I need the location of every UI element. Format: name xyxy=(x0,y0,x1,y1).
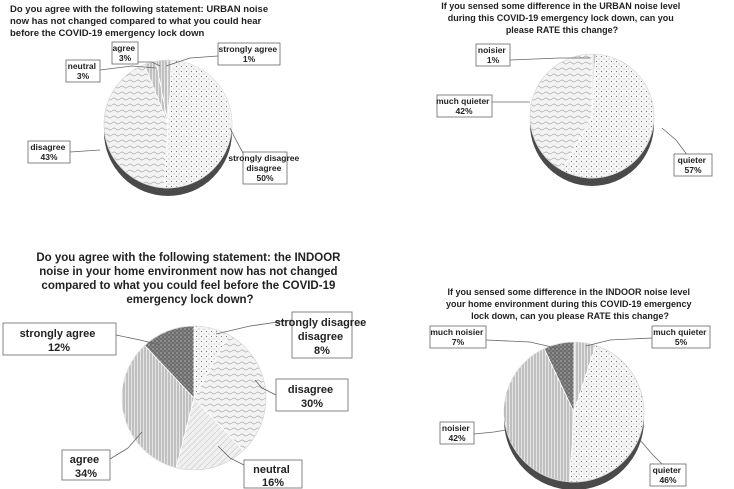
chart-title-line: before the COVID-19 emergency lock down xyxy=(10,28,205,39)
svg-text:agree 3%: agree 3% xyxy=(112,43,136,63)
svg-text:quieter 46%: quieter 46% xyxy=(652,465,681,485)
slice-label-agree xyxy=(62,432,142,480)
slice-label-much-quieter xyxy=(586,326,710,348)
svg-text:noisier 42%: noisier 42% xyxy=(441,423,470,443)
slice-label-disagree xyxy=(255,379,348,411)
slice-label-strongly-agree xyxy=(3,323,160,355)
svg-text:agree 34%: agree 34% xyxy=(69,454,100,480)
pie-chart-urban-agreement xyxy=(10,4,302,196)
svg-text:much quieter 42%: much quieter 42% xyxy=(436,96,490,116)
slice-label-strongly-disagree xyxy=(228,128,301,184)
pie-chart-indoor-agreement xyxy=(3,252,369,489)
chart-title-line: now has not changed compared to what you could hear xyxy=(10,16,262,27)
svg-text:disagree 30%: disagree 30% xyxy=(287,384,334,410)
pie-chart-urban-change-rating xyxy=(436,1,712,186)
chart-title-line: If you sensed some difference in the INDOOR noise level xyxy=(447,287,691,297)
chart-title-line: please RATE this change? xyxy=(505,25,619,35)
chart-title xyxy=(10,4,271,39)
chart-title-line: lock down, can you please RATE this change? xyxy=(471,311,669,321)
slice-label-noisier xyxy=(440,422,506,444)
slice-label-agree xyxy=(112,42,160,66)
svg-text:disagree 43%: disagree 43% xyxy=(30,142,66,162)
chart-title xyxy=(36,252,343,306)
svg-text:strongly agree 1%: strongly agree 1% xyxy=(218,44,278,64)
svg-text:much quieter 5%: much quieter 5% xyxy=(653,327,707,347)
slice-label-much-noisier xyxy=(430,326,556,348)
chart-title-line: noise in your home environment now has not changed xyxy=(39,266,338,278)
slice-label-much-quieter xyxy=(436,95,530,117)
chart-title xyxy=(446,287,694,321)
svg-text:neutral 3%: neutral 3% xyxy=(67,61,96,81)
slice-label-disagree xyxy=(28,141,100,163)
pie-chart-indoor-change-rating xyxy=(430,287,710,489)
label-text-line: disagree xyxy=(246,163,282,173)
svg-text:noisier 1%: noisier 1% xyxy=(477,45,506,65)
chart-title xyxy=(441,1,683,35)
chart-title-line: Do you agree with the following statement: URBAN noise xyxy=(10,4,269,15)
svg-text:strongly disagree disa: strongly disagree disagree 50% xyxy=(228,153,300,183)
svg-text:strongly disagree disa: strongly disagree disagree 8% xyxy=(274,317,367,357)
pie-slice-strongly-disagree xyxy=(164,60,231,188)
svg-text:much noisier 7%: much noisier 7% xyxy=(430,327,484,347)
svg-text:quieter 57%: quieter 57% xyxy=(677,155,706,175)
svg-text:strongly agree 12%: strongly agree 12% xyxy=(19,328,96,354)
chart-title-line: compared to what you could feel before the COVID-19 xyxy=(41,280,336,292)
chart-title-line: your home environment during this COVID-19 emergency xyxy=(445,299,692,309)
label-text-line: disagree xyxy=(297,331,344,343)
svg-text:neutral 16%: neutral 16% xyxy=(253,464,290,489)
chart-title-line: If you sensed some difference in the URBAN noise level xyxy=(441,1,681,11)
slice-label-quieter xyxy=(640,440,686,486)
chart-title-line: emergency lock down? xyxy=(126,294,254,306)
chart-title-line: during this COVID-19 emergency lock down, can you xyxy=(447,13,674,23)
slice-label-quieter xyxy=(662,128,712,176)
chart-title-line: Do you agree with the following statement: the INDOOR xyxy=(36,252,341,264)
